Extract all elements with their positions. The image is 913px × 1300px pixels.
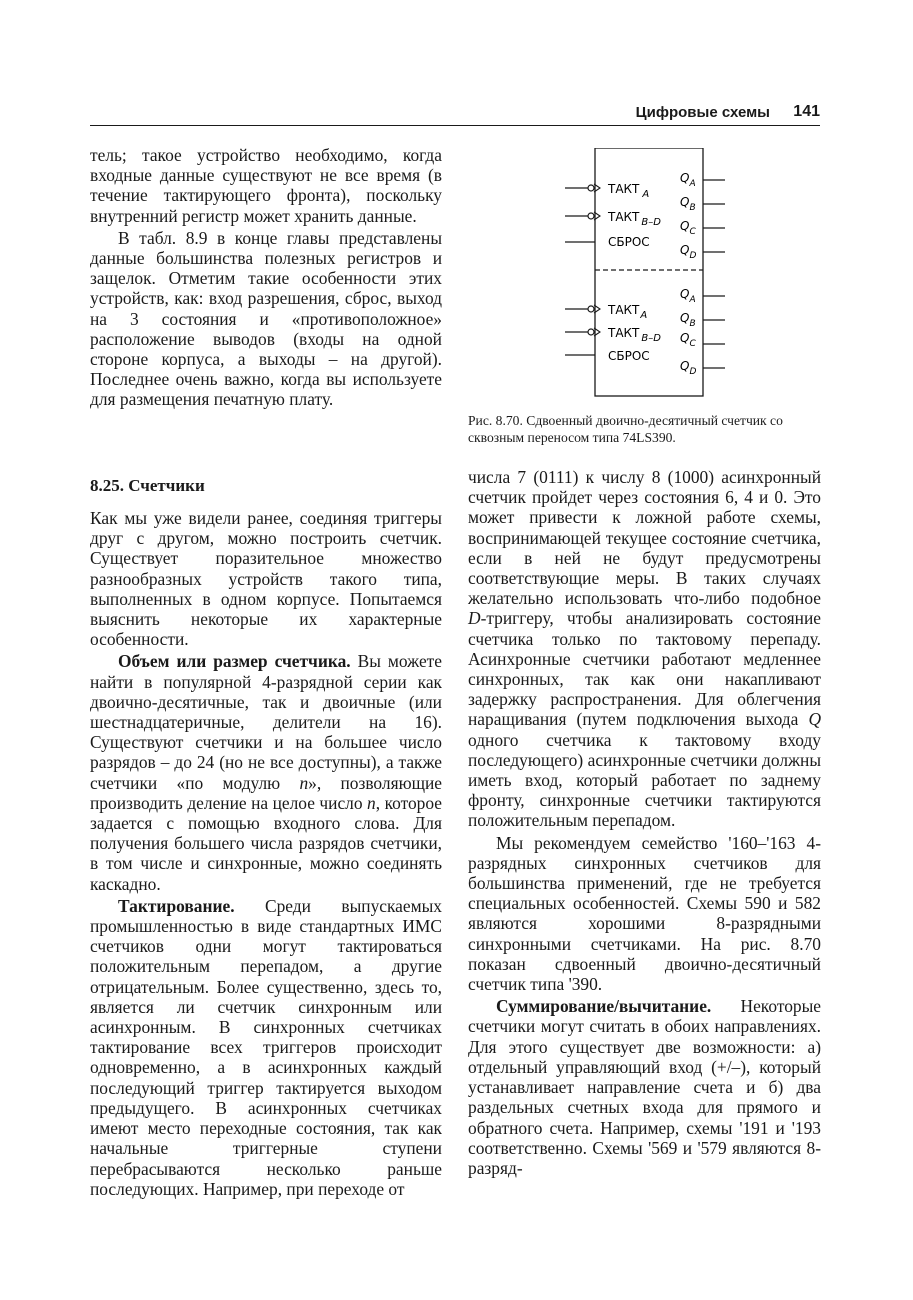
paragraph: Суммирование/вычитание. Некоторые счетчики могут считать в обоих направлениях. Для этого существует две возможности: а) отдельный управляющий вход (+/–), который устанавливает направление счета и б) два раздельных счетных входа для прямого и обратного счета. Например, схемы '191 и '193 соответственно. Схемы '569 и '579 являются 8-разряд- <box>468 996 821 1178</box>
left-column-top <box>90 145 442 410</box>
figure-caption <box>468 412 823 446</box>
label-clock-a-top: ТАКТ $_A$ <box>608 182 650 200</box>
paragraph: Мы рекомендуем семейство '160–'163 4-разрядных синхронных счетчиков для большинства применений, где не требуется специальных особенностей. Схемы 590 и 582 являются хорошими 8-разрядными синхронными счетчиками. На рис. 8.70 показан сдвоенный двоично-десятичный счетчик типа '390. <box>468 832 821 995</box>
caption-line-2: сквозным переносом типа 74LS390. <box>468 430 676 445</box>
output-lines <box>703 180 725 368</box>
label-qa-top: $Q_A$ <box>680 171 696 189</box>
subheading: Тактирование. <box>118 895 235 916</box>
label-reset-top: СБРОС <box>608 235 650 249</box>
paragraph: В табл. 8.9 в конце главы представлены данные большинства полезных регистров и защелок. Отметим такие особенности этих устройств, как: вход разрешения, сброс, выход на 3 состояния и «противоположное» расположение выводов (входы на одной стороне корпуса, а выходы – на другой). Последнее очень важно, когда вы используете для размещения печатную плату. <box>90 227 442 410</box>
paragraph: Тактирование. Среди выпускаемых промышленностью в виде стандартных ИМС счетчиков одни могут тактироваться положительным перепадом, а другие отрицательным. Более существенно, здесь то, является ли счетчик синхронным или асинхронным. В синхронных счетчиках тактирование всех триггеров происходит одновременно, а в асинхронных каждый последующий триггер тактируется выходом предыдущего. В асинхронных счетчиках имеют место переходные состояния, так как начальные триггерные ступени перебрасываются несколько раньше последующих. Например, при переходе от <box>90 895 442 1199</box>
running-title: Цифровые схемы <box>635 104 770 121</box>
section-title: 8.25. Счетчики <box>90 476 205 495</box>
label-qc-top: $Q_C$ <box>680 219 696 237</box>
paragraph: Объем или размер счетчика. Вы можете найти в популярной 4-разрядной серии как двоично-десятичные, так и двоичные (или шестнадцатеричные, делители на 16). Существуют счетчики и на большее число разрядов – до 24 (но не все доступны), а также счетчики «по модулю n», позволяющие производить деление на целое число n, которое задается с помощью входного слова. Для получения большего числа разрядов счетчики, в том числе и синхронные, можно соединять каскадно. <box>90 651 442 894</box>
counter-diagram <box>560 148 735 398</box>
left-column-bottom <box>90 508 442 1199</box>
page-header <box>90 103 820 126</box>
label-qd-top: $Q_D$ <box>680 243 697 261</box>
label-qb-top: $Q_B$ <box>680 195 696 213</box>
label-qc-bottom: $Q_C$ <box>680 331 696 349</box>
label-reset-bottom: СБРОС <box>608 349 650 363</box>
label-qd-bottom: $Q_D$ <box>680 359 697 377</box>
label-qa-bottom: $Q_A$ <box>680 287 696 305</box>
subheading: Суммирование/вычитание. <box>496 996 712 1017</box>
subheading: Объем или размер счетчика. <box>118 651 351 672</box>
right-column <box>468 467 821 1178</box>
paragraph: числа 7 (0111) к числу 8 (1000) асинхронный счетчик пройдет через состояния 6, 4 и 0. Это может привести к ложной работе схемы, воспринимающей текущее состояние счетчика, если в ней не будут предусмотрены соответствующие меры. В таких случаях желательно использовать что-либо подобное D-триггеру, чтобы анализировать состояние счетчика только по тактовому перепаду. Асинхронные счетчики работают медленнее синхронных, так как они накапливают задержку распространения. Для облегчения наращивания (путем подключения выхода Q одного счетчика к тактовому входу последующего) асинхронные счетчики должны иметь вход, который работает по заднему фронту, синхронные счетчики тактируются положительным перепадом. <box>468 467 821 831</box>
label-clock-bd-bottom: ТАКТ $_{B-D}$ <box>608 326 661 344</box>
label-clock-bd-top: ТАКТ $_{B-D}$ <box>608 210 661 228</box>
paragraph: тель; такое устройство необходимо, когда входные данные существуют не все время (в течение тактирующего фронта), поскольку внутренний регистр может хранить данные. <box>90 145 442 226</box>
paragraph: Как мы уже видели ранее, соединяя триггеры друг с другом, можно построить счетчик. Существует поразительное множество разнообразных устройств такого типа, выполненных в одном корпусе. Попытаемся выяснить некоторые их характерные особенности. <box>90 508 442 650</box>
caption-line-1: Рис. 8.70. Сдвоенный двоично-десятичный счетчик со <box>468 413 783 428</box>
label-qb-bottom: $Q_B$ <box>680 311 696 329</box>
label-clock-a-bottom: $ТАКТ_A$ <box>608 303 648 321</box>
page-number: 141 <box>793 103 820 120</box>
